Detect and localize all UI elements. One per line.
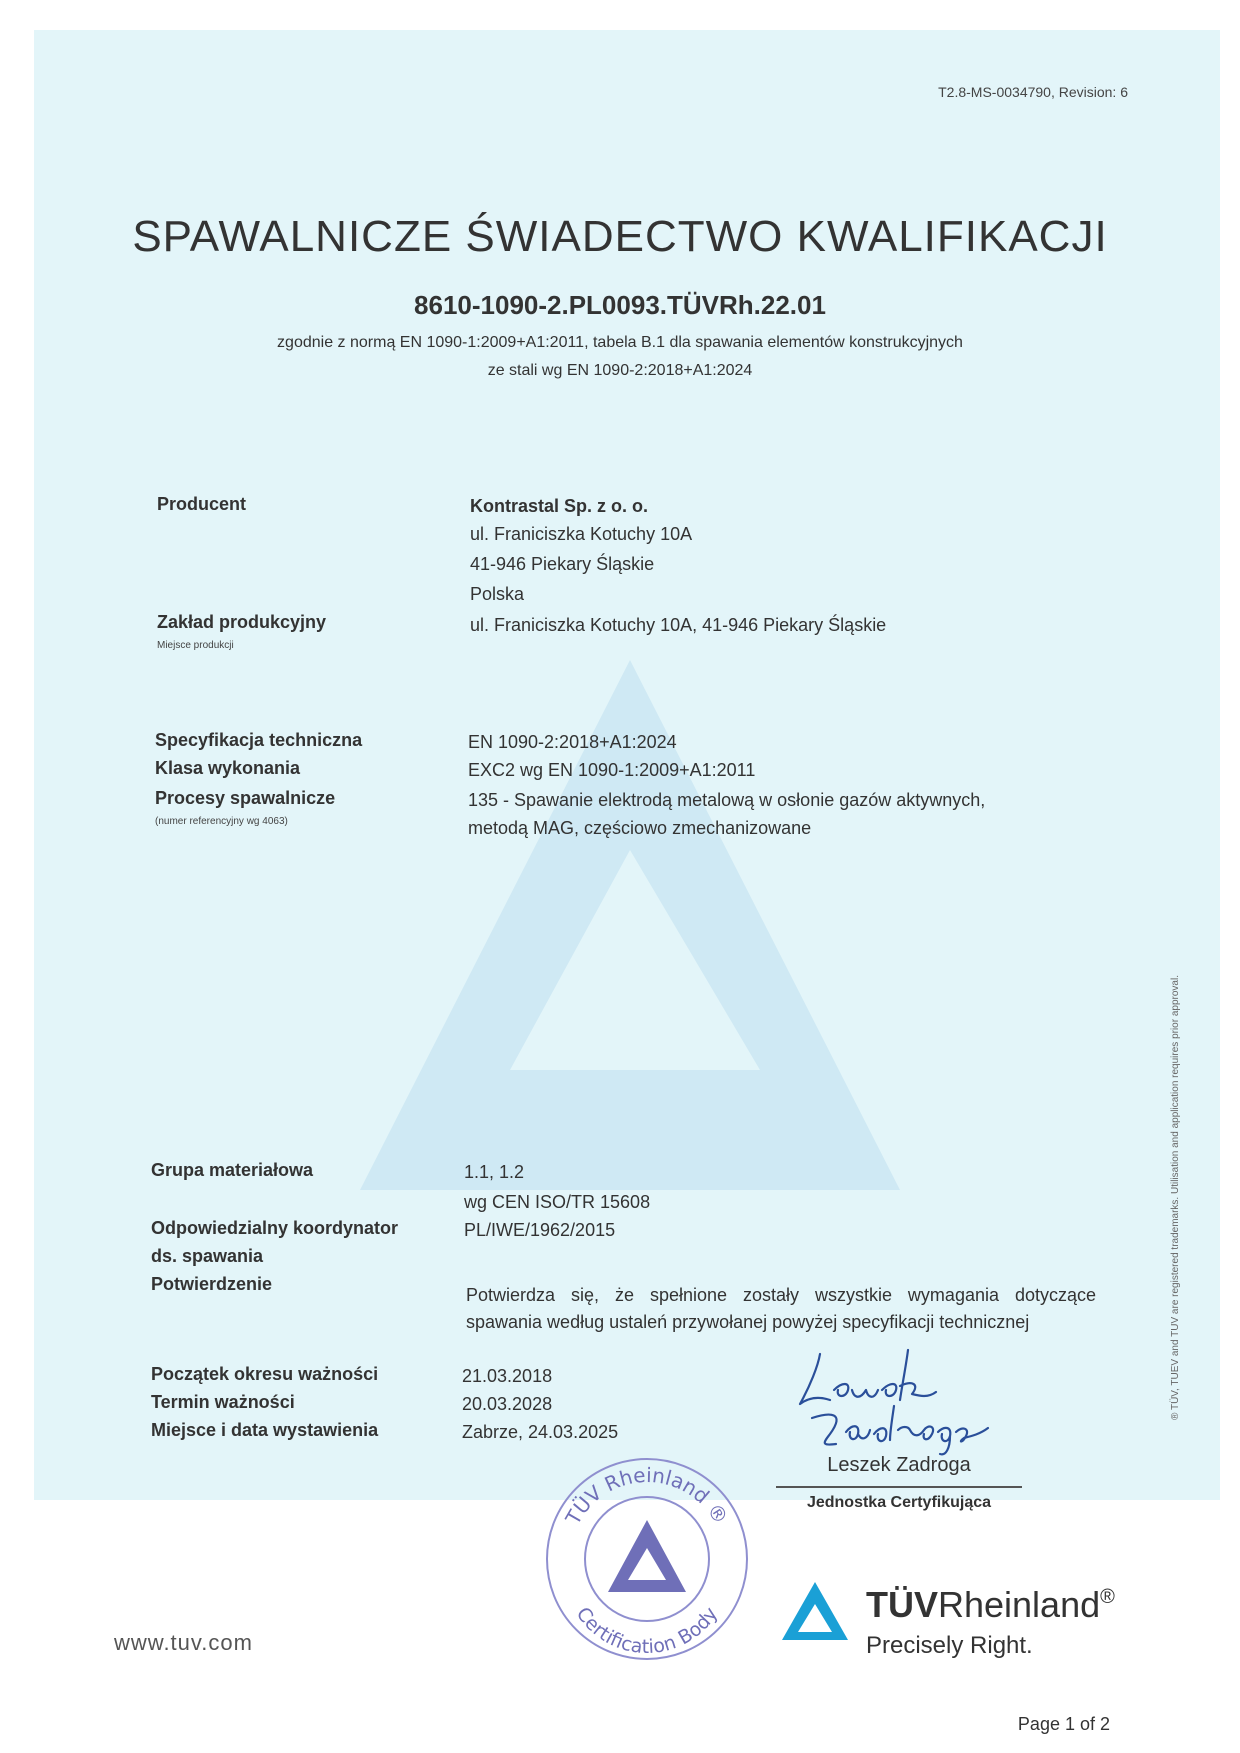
handwritten-signature xyxy=(790,1346,1000,1458)
brand-logo-text: TÜVRheinland® xyxy=(866,1584,1115,1625)
class-value: EXC2 wg EN 1090-1:2009+A1:2011 xyxy=(468,760,756,780)
producer-street: ul. Franiciszka Kotuchy 10A xyxy=(470,524,693,544)
producer-label: Producent xyxy=(157,494,247,514)
producer-city: 41-946 Piekary Śląskie xyxy=(470,554,655,574)
process-value-line-1: 135 - Spawanie elektrodą metalową w osłonie gazów aktywnych, xyxy=(468,790,986,810)
plant-sublabel: Miejsce produkcji xyxy=(157,640,234,651)
coordinator-value: PL/IWE/1962/2015 xyxy=(464,1220,616,1240)
valid-to-label: Termin ważności xyxy=(151,1392,295,1412)
page-number: Page 1 of 2 xyxy=(1017,1714,1110,1734)
svg-text:TÜV Rheinland ®: TÜV Rheinland ® xyxy=(560,1462,734,1529)
signatory-title: Jednostka Certyfikująca xyxy=(806,1494,992,1511)
producer-name: Kontrastal Sp. z o. o. xyxy=(470,496,649,516)
website-link[interactable]: www.tuv.com xyxy=(114,1630,253,1655)
valid-from-value: 21.03.2018 xyxy=(462,1366,553,1386)
brand-slogan: Precisely Right. xyxy=(866,1632,1033,1659)
signature-line xyxy=(776,1486,1022,1488)
document-reference: T2.8-MS-0034790, Revision: 6 xyxy=(938,84,1128,100)
process-value-line-2: metodą MAG, częściowo zmechanizowane xyxy=(468,818,812,838)
plant-label: Zakład produkcyjny xyxy=(157,612,327,632)
process-label: Procesy spawalnicze xyxy=(155,788,336,808)
coordinator-label-line-2: ds. spawania xyxy=(151,1246,264,1266)
issued-label: Miejsce i data wystawienia xyxy=(151,1420,379,1440)
material-label: Grupa materiałowa xyxy=(151,1160,314,1180)
coordinator-label-line-1: Odpowiedzialny koordynator xyxy=(151,1218,399,1238)
valid-to-value: 20.03.2028 xyxy=(462,1394,553,1414)
trademark-note: ® TÜV, TUEV and TUV are registered trademarks. Utilisation and application requires prior approval. xyxy=(1170,975,1181,1420)
valid-from-label: Początek okresu ważności xyxy=(151,1364,379,1384)
subtitle-line-2: ze stali wg EN 1090-2:2018+A1:2024 xyxy=(487,362,753,379)
issued-value: Zabrze, 24.03.2025 xyxy=(462,1422,619,1442)
subtitle-line-1: zgodnie z normą EN 1090-1:2009+A1:2011, tabela B.1 dla spawania elementów konstrukcyjnych xyxy=(277,334,963,351)
material-standard: wg CEN ISO/TR 15608 xyxy=(464,1192,651,1212)
material-value: 1.1, 1.2 xyxy=(464,1162,525,1182)
confirmation-text: Potwierdza się, że spełnione zostały wszystkie wymagania dotyczące spawania według ustaleń przywołanej powyżej specyfikacji technicznej xyxy=(466,1285,1096,1332)
signatory-name: Leszek Zadroga xyxy=(827,1454,971,1476)
plant-address: ul. Franiciszka Kotuchy 10A, 41-946 Piekary Śląskie xyxy=(470,615,887,635)
spec-value: EN 1090-2:2018+A1:2024 xyxy=(468,732,677,752)
spec-label: Specyfikacja techniczna xyxy=(155,730,363,750)
certification-seal xyxy=(540,1452,754,1666)
process-sublabel: (numer referencyjny wg 4063) xyxy=(155,816,288,827)
producer-country: Polska xyxy=(470,584,525,604)
svg-text:Certification Body: Certification Body xyxy=(571,1603,723,1659)
page-title: SPAWALNICZE ŚWIADECTWO KWALIFIKACJI xyxy=(132,212,1108,261)
tuv-triangle-logo-icon xyxy=(782,1582,848,1640)
class-label: Klasa wykonania xyxy=(155,758,301,778)
confirmation-label: Potwierdzenie xyxy=(151,1274,273,1294)
certificate-number: 8610-1090-2.PL0093.TÜVRh.22.01 xyxy=(414,290,826,320)
